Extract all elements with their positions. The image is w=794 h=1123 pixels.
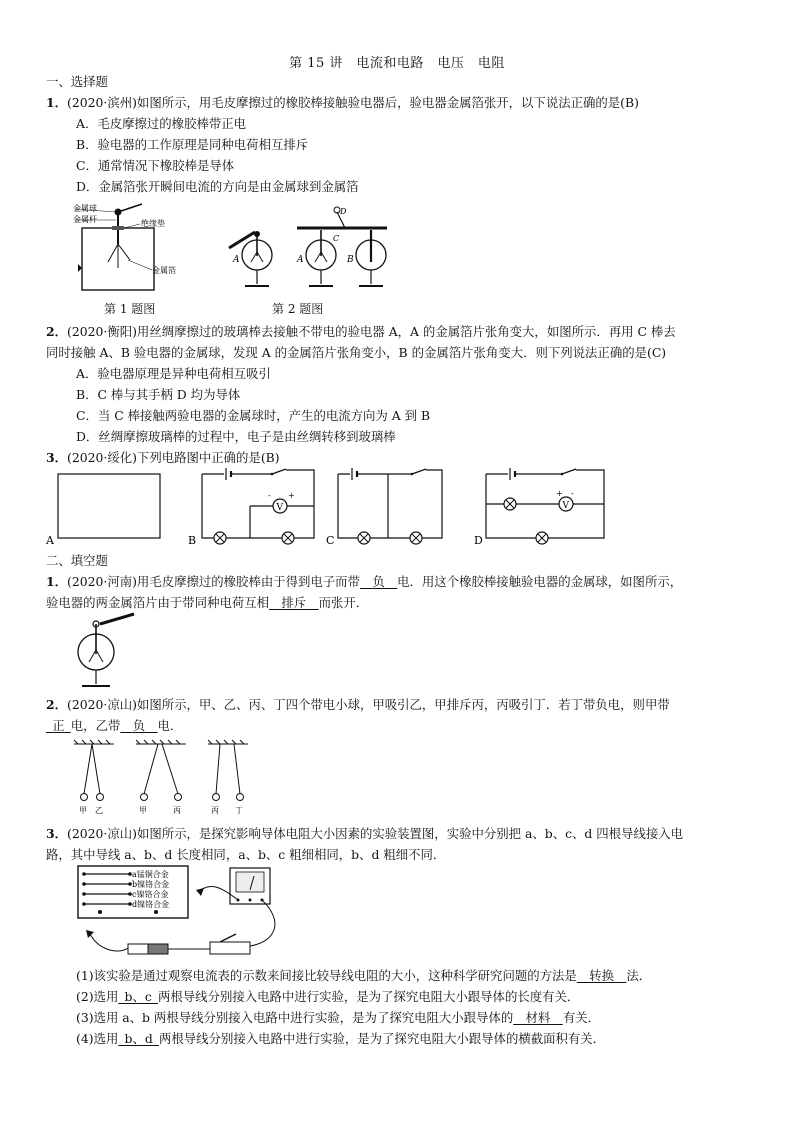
choice-q2-option-c: C．当 C 棒接触两验电器的金属球时，产生的电流方向为 A 到 B (76, 408, 431, 423)
ball-label-1: 甲 (79, 806, 87, 815)
fig2-label-c: C (333, 234, 340, 243)
fig1-label-rod: 金属杆 (73, 215, 97, 224)
circuit-d-voltmeter: V (562, 501, 569, 511)
choice-q1-option-a: A．毛皮摩擦过的橡胶棒带正电 (76, 116, 247, 131)
fig2-label-d: D (340, 207, 347, 216)
choice-q2-stem-line1: 2．(2020·衡阳)用丝绸摩擦过的玻璃棒去接触不带电的验电器 A，A 的金属箔片张角变大，如图所示．再用 C 棒去 (46, 324, 676, 339)
choice-q2-option-b: B．C 棒与其手柄 D 均为导体 (76, 387, 241, 402)
fill-q3-answer2: b、c (124, 989, 152, 1004)
circuit-b-voltmeter: V (276, 503, 283, 513)
circuit-d-plus: + (556, 489, 563, 498)
circuit-a (46, 468, 166, 548)
fig2-label-b: B (347, 255, 354, 265)
ball-label-4: 丙 (173, 806, 181, 815)
fig2-label-a: A (297, 255, 304, 265)
page-title: 第 15 讲 电流和电路 电压 电阻 (289, 56, 505, 71)
choice-q2-option-a: A．验电器原理是异种电荷相互吸引 (76, 366, 271, 381)
ball-label-6: 丁 (235, 806, 243, 815)
fill-q3-line1: 3．(2020·凉山)如图所示，是探究影响导体电阻大小因素的实验装置图，实验中分别把 a、b、c、d 四根导线接入电 (46, 826, 684, 841)
circuit-b (188, 468, 318, 548)
fill-q3-answer1: 转换 (589, 968, 614, 983)
ball-label-3: 甲 (139, 806, 147, 815)
fill-q1-answer2: 排斥 (281, 595, 307, 610)
choice-q3-stem: 3．(2020·绥化)下列电路图中正确的是(B) (46, 450, 280, 465)
choice-q1-option-c: C．通常情况下橡胶棒是导体 (76, 158, 235, 173)
fill-q1-figure-electroscope (72, 612, 142, 692)
choice-q1-stem: 1．(2020·滨州)如图所示，用毛皮摩擦过的橡胶棒接触验电器后，验电器金属箔张开，以下说法正确的是(B) (46, 95, 639, 110)
section-choice: 一、选择题 (46, 74, 108, 89)
wire-c-label: c镍铬合金 (132, 890, 169, 899)
fill-q1-line2: 验电器的两金属箔片由于带同种电荷互相 排斥 而张开． (46, 595, 369, 610)
choice-q1-option-b: B．验电器的工作原理是同种电荷相互排斥 (76, 137, 309, 152)
fig1-label-ball: 金属球 (73, 204, 97, 213)
fill-q2-line2: 正 电，乙带 负 电． (52, 718, 183, 733)
wire-a-label: a锰铜合金 (132, 870, 169, 879)
fill-q3-sub2: (2)选用 b、c 两根导线分别接入电路中进行实验，是为了探究电阻大小跟导体的长度有关． (76, 989, 580, 1004)
fill-q3-figure-apparatus (70, 862, 300, 958)
circuit-d-minus: - (571, 489, 574, 498)
fig2-electroscope-b (356, 230, 386, 286)
circuit-c (324, 468, 454, 548)
fill-q3-answer3: 材料 (525, 1010, 551, 1025)
fig1-label-pad: 绝缘垫 (141, 219, 165, 228)
circuit-a-label: A (46, 534, 54, 547)
fig2-electroscope-a (306, 230, 336, 286)
wire-b-label: b镍铬合金 (132, 880, 170, 889)
section-fill: 二、填空题 (46, 553, 108, 568)
circuit-b-plus: + (288, 491, 295, 500)
fill-q2-line1: 2．(2020·凉山)如图所示，甲、乙、丙、丁四个带电小球，甲吸引乙，甲排斥丙，丙吸引丁．若丁带负电，则甲带 (46, 697, 670, 712)
fill-q2-answer2: 负 (132, 718, 146, 733)
ball-label-5: 丙 (211, 806, 219, 815)
circuit-c-label: C (326, 534, 335, 547)
fill-q1-line1: 1．(2020·河南)用毛皮摩擦过的橡胶棒由于得到电子而带 负 电．用这个橡胶棒接触验电器的金属球，如图所示， (46, 574, 683, 589)
fill-q3-sub4: (4)选用 b、d 两根导线分别接入电路中进行实验，是为了探究电阻大小跟导体的横截面积有关． (76, 1031, 606, 1046)
fig1-label-foil: 金属箔 (152, 266, 176, 275)
fill-q3-line2: 路，其中导线 a、b、d 长度相同，a、b、c 粗细相同，b、d 粗细不同． (46, 847, 446, 862)
fill-q3-answer4: b、d (124, 1031, 153, 1046)
choice-q2-stem-line2: 同时接触 A、B 验电器的金属球，发现 A 的金属箔片张角变小，B 的金属箔片张角变大．则下列说法正确的是(C) (46, 345, 667, 360)
fill-q2-figure-balls (74, 740, 264, 816)
figure-1-caption: 第 1 题图 (104, 302, 156, 316)
fill-q3-sub1: (1)该实验是通过观察电流表的示数来间接比较导线电阻的大小，这种科学研究问题的方法是 转换 法． (76, 968, 652, 983)
circuit-b-minus: - (268, 491, 271, 500)
fill-q2-answer1: 正 (52, 718, 65, 733)
choice-q1-option-d: D．金属箔张开瞬间电流的方向是由金属球到金属箔 (76, 179, 359, 194)
circuit-b-label: B (188, 534, 197, 547)
figure-1-electroscope (70, 200, 200, 295)
wire-d-label: d镍铬合金 (132, 900, 170, 909)
fill-q1-answer1: 负 (372, 574, 385, 589)
fill-q3-sub3: (3)选用 a、b 两根导线分别接入电路中进行实验，是为了探究电阻大小跟导体的 材料 有关． (76, 1010, 600, 1025)
fig2-label-a-left: A (233, 255, 240, 265)
choice-q2-option-d: D．丝绸摩擦玻璃棒的过程中，电子是由丝绸转移到玻璃棒 (76, 429, 396, 444)
circuit-d (474, 468, 614, 548)
figure-2-caption: 第 2 题图 (272, 302, 324, 316)
ball-label-2: 乙 (95, 806, 103, 815)
circuit-d-label: D (474, 534, 483, 547)
figure-2-electroscopes (225, 200, 400, 295)
